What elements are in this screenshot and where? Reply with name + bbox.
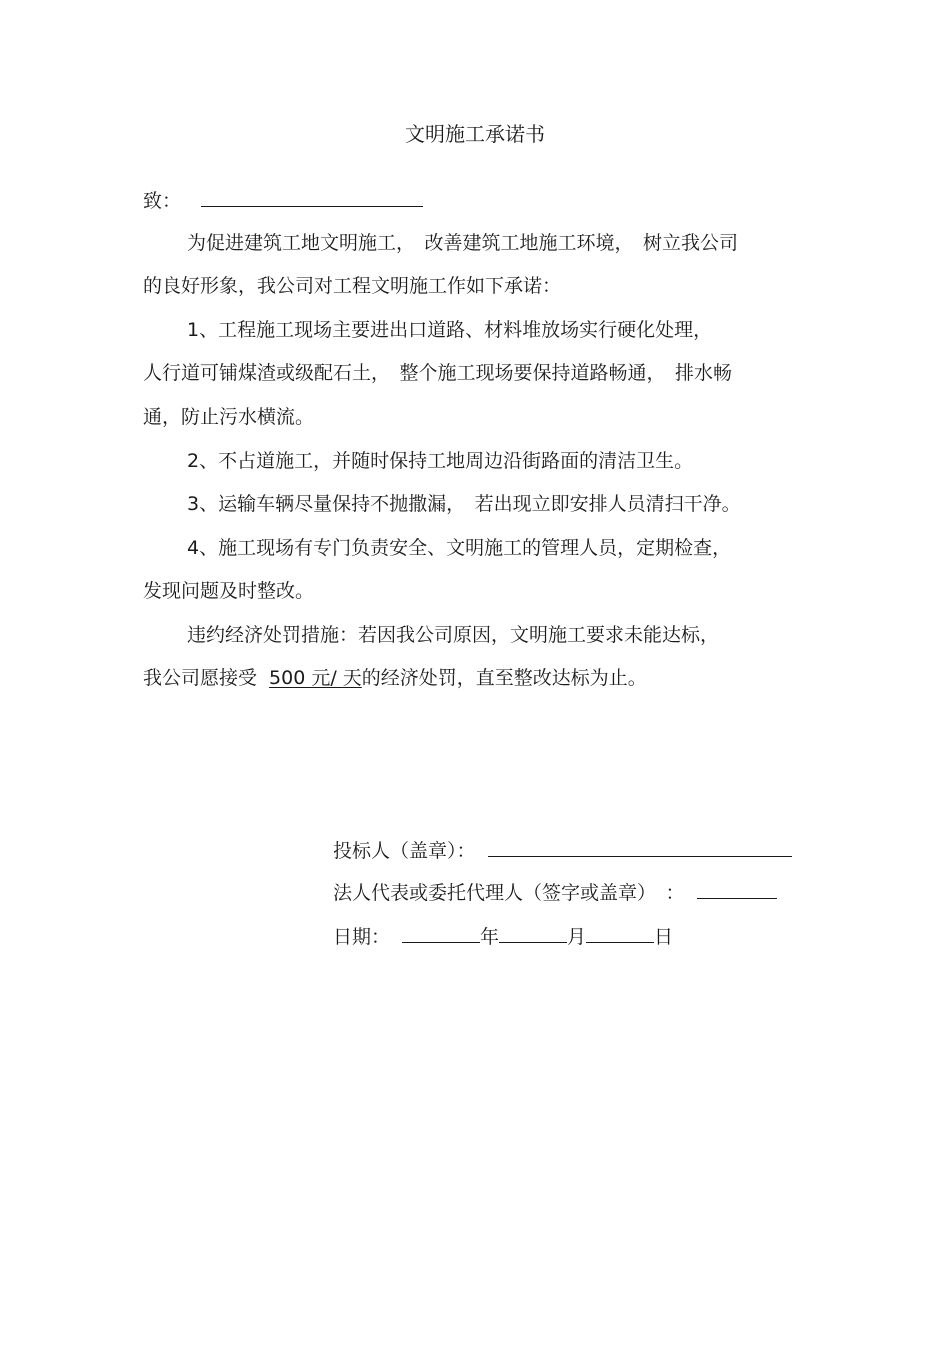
addressee-blank [201,186,423,207]
to-label: 致： [143,190,182,212]
penalty-prefix: 我公司愿接受 [143,667,264,689]
bidder-blank [488,836,792,857]
day-blank [586,922,654,943]
legal-rep-signature-line [333,878,777,906]
item-1-line-3: 通，防止污水横流。 [143,406,315,428]
legal-rep-label: 法人代表或委托代理人（签字或盖章） ： [333,882,685,904]
item-4-line-2: 发现问题及时整改。 [143,580,315,602]
item-3: 3、运输车辆尽量保持不抛撒漏， 若出现立即安排人员清扫干净。 [187,493,741,515]
item-4-line-1: 4、施工现场有专门负责安全、文明施工的管理人员，定期检查， [187,537,732,559]
date-label: 日期： [333,926,391,948]
penalty-line-2 [143,665,647,691]
item-1-line-2: 人行道可铺煤渣或级配石土， 整个施工现场要保持道路畅通， 排水畅 [143,362,733,384]
item-1-line-1: 1、工程施工现场主要进出口道路、材料堆放场实行硬化处理， [187,319,713,341]
penalty-suffix: 的经济处罚，直至整改达标为止。 [361,667,647,689]
intro-paragraph-line-1: 为促进建筑工地文明施工， 改善建筑工地施工环境， 树立我公司 [187,232,739,254]
month-label: 月 [567,926,587,948]
year-label: 年 [480,926,500,948]
year-blank [402,922,480,943]
bidder-signature-line [333,836,792,864]
bidder-label: 投标人（盖章）： [333,840,476,862]
item-2: 2、不占道施工，并随时保持工地周边沿街路面的清洁卫生。 [187,450,694,472]
day-label: 日 [654,926,674,948]
legal-rep-blank [697,878,777,899]
document-title: 文明施工承诺书 [405,122,545,146]
date-line [333,922,673,950]
month-blank [499,922,567,943]
addressee-line [143,186,423,214]
penalty-line-1: 违约经济处罚措施：若因我公司原因，文明施工要求未能达标， [187,624,720,646]
intro-paragraph-line-2: 的良好形象，我公司对工程文明施工作如下承诺： [143,275,562,297]
penalty-amount: 500 元/ 天 [269,667,362,689]
